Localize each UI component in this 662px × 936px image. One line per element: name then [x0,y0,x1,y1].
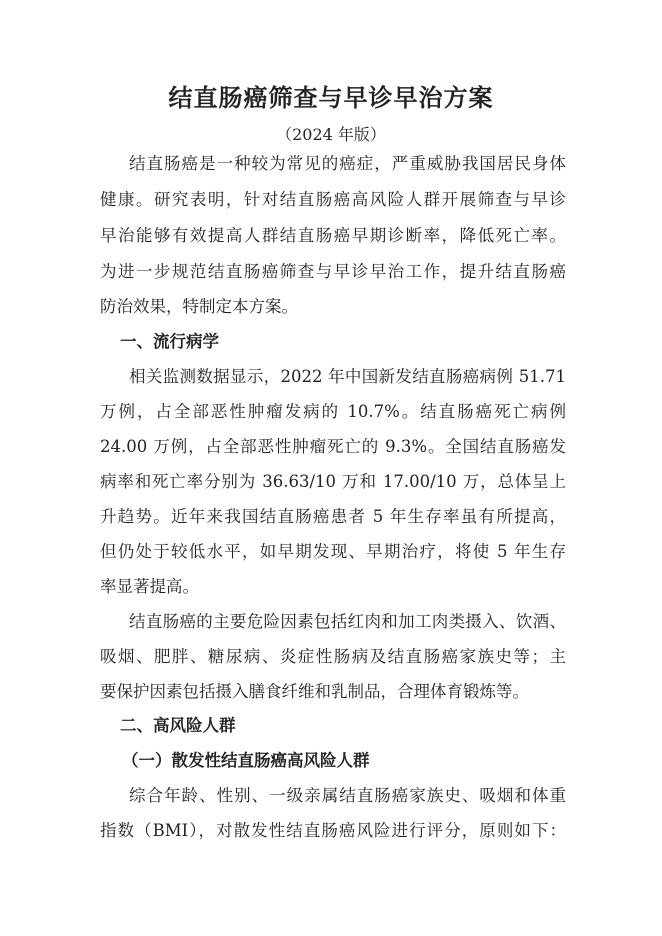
subsection-heading-sporadic: （一）散发性结直肠癌高风险人群 [122,751,370,770]
document-title: 结直肠癌筛查与早诊早治方案 [168,84,494,112]
section1-para2-line: 结直肠癌的主要危险因素包括红肉和加工肉类摄入、饮酒、 [129,612,566,631]
section1-para1-line: 万例，占全部恶性肿瘤发病的 10.7%。结直肠癌死亡病例 [100,402,566,421]
section-heading-high-risk: 二、高风险人群 [120,716,236,735]
intro-line: 防治效果，特制定本方案。 [100,297,298,316]
section1-para1-line: 24.00 万例，占全部恶性肿瘤死亡的 9.3%。全国结直肠癌发 [100,437,566,456]
document-subtitle: （2024 年版） [276,125,386,144]
section1-para1-line: 升趋势。近年来我国结直肠癌患者 5 年生存率虽有所提高， [100,507,566,526]
section2-para1-line: 综合年龄、性别、一级亲属结直肠癌家族史、吸烟和体重 [129,786,566,805]
section-heading-epidemiology: 一、流行病学 [120,332,219,351]
section1-para2-line: 吸烟、肥胖、糖尿病、炎症性肠病及结直肠癌家族史等；主 [100,647,566,666]
section1-para1-line: 相关监测数据显示，2022 年中国新发结直肠癌病例 51.71 [129,367,566,386]
section1-para1-line: 病率和死亡率分别为 36.63/10 万和 17.00/10 万，总体呈上 [100,472,566,491]
section1-para1-line: 但仍处于较低水平，如早期发现、早期治疗，将使 5 年生存 [100,542,566,561]
intro-line: 健康。研究表明，针对结直肠癌高风险人群开展筛查与早诊 [100,190,566,209]
section2-para1-line: 指数（BMI），对散发性结直肠癌风险进行评分，原则如下： [100,821,566,840]
section1-para1-line: 率显著提高。 [100,577,199,596]
intro-line: 为进一步规范结直肠癌筛查与早诊早治工作，提升结直肠癌 [100,262,566,281]
intro-line: 早治能够有效提高人群结直肠癌早期诊断率，降低死亡率。 [100,226,566,245]
intro-line: 结直肠癌是一种较为常见的癌症，严重威胁我国居民身体 [129,154,566,173]
section1-para2-line: 要保护因素包括摄入膳食纤维和乳制品，合理体育锻炼等。 [100,682,529,701]
